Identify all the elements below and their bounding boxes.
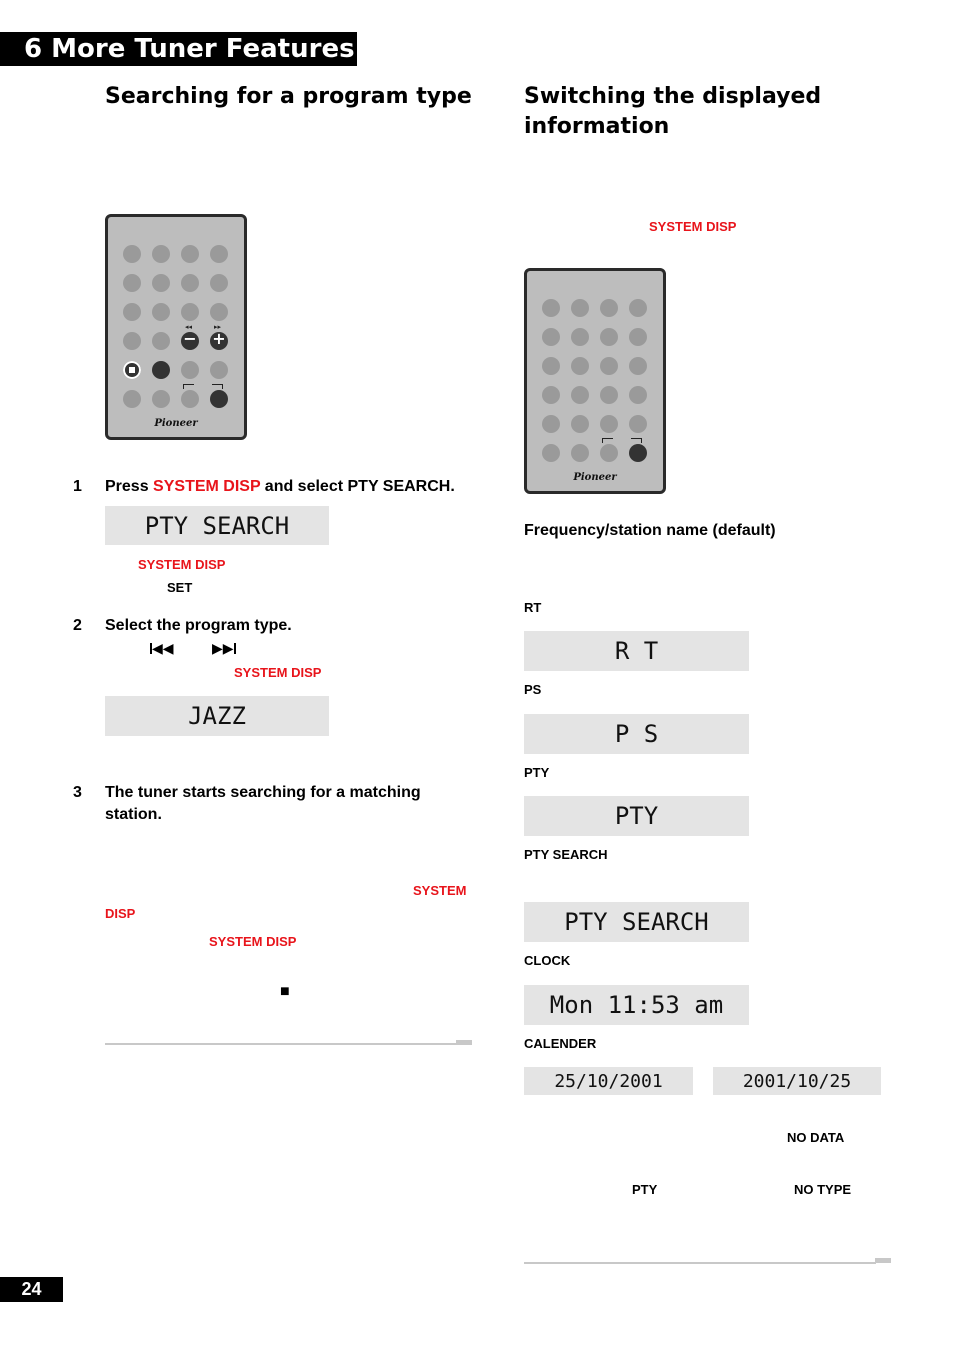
stop-button-icon bbox=[123, 361, 141, 379]
lcd-clock: Mon 11:53 am bbox=[524, 985, 749, 1025]
lcd-pty-search: PTY SEARCH bbox=[105, 506, 329, 545]
left-divider-end bbox=[456, 1040, 472, 1045]
step-3-line-2: station. bbox=[105, 806, 162, 823]
pty-note: PTY bbox=[632, 1182, 658, 1197]
page-number: 24 bbox=[0, 1277, 63, 1302]
system-disp-button-icon bbox=[629, 444, 647, 462]
no-data-note: NO DATA bbox=[787, 1130, 845, 1145]
note-system-disp-3: SYSTEM DISP bbox=[209, 934, 297, 949]
step-3-line-1: The tuner starts searching for a matching bbox=[105, 784, 421, 801]
lcd-jazz: JAZZ bbox=[105, 696, 329, 736]
lcd-calendar-dmy: 25/10/2001 bbox=[524, 1067, 693, 1095]
note-system-disp-2: SYSTEM DISP bbox=[234, 665, 322, 680]
left-heading: Searching for a program type bbox=[105, 84, 472, 109]
minus-icon bbox=[181, 332, 199, 350]
lcd-pty: PTY bbox=[524, 796, 749, 836]
remote-control-illustration-left: ◂◂ ▸▸ − + Pioneer bbox=[105, 214, 247, 440]
previous-track-icon: ◀◀ bbox=[152, 640, 174, 656]
remote-control-illustration-right bbox=[524, 268, 666, 494]
lcd-calendar-ymd: 2001/10/25 bbox=[713, 1067, 881, 1095]
right-heading-line-2: information bbox=[524, 114, 670, 139]
note-system-disp: SYSTEM DISP bbox=[138, 557, 226, 572]
stop-icon: ■ bbox=[280, 983, 290, 1000]
step-3-number: 3 bbox=[73, 784, 82, 801]
right-system-disp: SYSTEM DISP bbox=[649, 219, 737, 234]
note-set: SET bbox=[167, 580, 193, 595]
step-2-text: Select the program type. bbox=[105, 617, 292, 634]
lcd-pty-search-right: PTY SEARCH bbox=[524, 902, 749, 942]
right-divider-end bbox=[875, 1258, 891, 1263]
note-system: SYSTEM bbox=[413, 883, 467, 898]
left-divider bbox=[105, 1043, 457, 1045]
pty-search-label: PTY SEARCH bbox=[524, 847, 608, 862]
lcd-ps: P S bbox=[524, 714, 749, 754]
note-disp: DISP bbox=[105, 906, 136, 921]
system-disp-button-icon bbox=[210, 390, 228, 408]
clock-label: CLOCK bbox=[524, 953, 571, 968]
step-1-number: 1 bbox=[73, 478, 82, 495]
pioneer-logo: Pioneer bbox=[573, 472, 617, 483]
rt-label: RT bbox=[524, 600, 542, 615]
plus-icon bbox=[210, 332, 228, 350]
pioneer-logo: Pioneer bbox=[154, 418, 198, 429]
no-type-note: NO TYPE bbox=[794, 1182, 852, 1197]
default-label: Frequency/station name (default) bbox=[524, 522, 776, 539]
next-track-icon: ▶▶ bbox=[212, 640, 234, 656]
step-2-number: 2 bbox=[73, 617, 82, 634]
right-heading-line-1: Switching the displayed bbox=[524, 84, 822, 109]
step-1-text: Press SYSTEM DISP and select PTY SEARCH. bbox=[105, 478, 455, 495]
calender-label: CALENDER bbox=[524, 1036, 597, 1051]
ps-label: PS bbox=[524, 682, 542, 697]
pty-label: PTY bbox=[524, 765, 550, 780]
right-divider bbox=[524, 1262, 876, 1264]
lcd-rt: R T bbox=[524, 631, 749, 671]
chapter-title-bar: 6 More Tuner Features bbox=[0, 32, 357, 66]
